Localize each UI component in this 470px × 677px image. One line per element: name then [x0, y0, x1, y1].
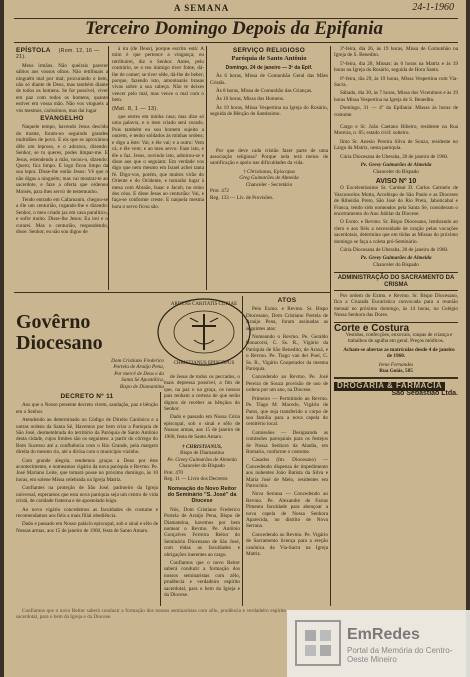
- episcopal-seal-icon: [154, 296, 254, 368]
- servico-text-3: Às 10 horas, Missa dos Homens.: [216, 96, 285, 103]
- governo-sub-3: Por mercê de Deus e da: [114, 370, 164, 377]
- aviso-sig: Pe. Greey Guimarães de Almeida: [360, 255, 432, 262]
- epistola-ref: (Rom. 12, 16 — 21).: [16, 48, 100, 61]
- col-divider: [160, 392, 161, 606]
- atos-text-3: Concedendo ao Revmo. Pe. José Pereira de Souza provisão de uso de ordens por um ano, na Diocese.: [246, 374, 328, 394]
- aviso-sig-sub: Chanceler do Bispado: [373, 261, 419, 268]
- decreto-text-1: Aos que o Nosso presente decreto virem, saudação, paz e bênção em o Senhor.: [16, 402, 158, 415]
- col-divider: [108, 46, 109, 290]
- servico-sig-2: Greg Guimarães de Almeida: [239, 175, 299, 182]
- right-text-8: Cúria Diocesana de Uberaba, 20 de janeiro de 1960.: [340, 153, 449, 160]
- section-rule: [14, 292, 330, 293]
- corte-text-1: Vestidos, confecções, enxovais, roupas de criança e trabalhos de agulha em geral. Preços módicos.: [345, 332, 453, 345]
- title-rule: [14, 42, 458, 43]
- servico-text-1: Às 6 horas, Missa de Comunhão Geral das Mães Cristãs.: [210, 73, 328, 86]
- governo-title: Govêrno Diocesano: [16, 311, 103, 354]
- right-text-2: 5ª-feira, dia 28, Missas: às 6 horas na Matriz e às 19 horas na Igreja do Rosário, seguida de Hora Santa.: [334, 60, 458, 74]
- decreto-heading: DECRETO Nº 11: [60, 393, 114, 400]
- right-text-1: 3ª-feira, dia 26, às 19 horas, Missa de Comunhão na Igreja de S. Benedito.: [334, 46, 458, 59]
- epistola-heading: EPÍSTOLA: [16, 47, 51, 54]
- evangelho-text-3: que entres em minha casa; mas dize só uma palavra, e o meu criado será curado. Pois também eu sou homem sujeito a outrem, e tenho soldados às minhas ordens; e digo a êste: Vai, e êle vai; e a outro: Vem cá, e êle vem; e ao meu servo: Faze isto, e êle o faz. Jesus, ouvindo isto, admirou-se e disse aos que o seguiam: Em verdade vos digo que nem mesmo em Israel achei tanta fé. Digo-vos, porém, que muitos virão do Oriente e do Ocidente, e tomarão lugar à mesa com Abraão, Isaac e Jacob, no reino dos céus. E disse Jesus ao centurião: Vai, e faça-se conforme creste. E naquela mesma hora o servo ficou são.: [112, 114, 204, 210]
- right-text-3: 6ª-feira, dia 29, às 19 horas, Missa Vespertina com Via-Sacra.: [334, 75, 458, 89]
- parish-name: Paróquia de Santo Antônio: [231, 55, 307, 63]
- evangelho-heading: EVANGELHO: [40, 115, 84, 123]
- aviso-text-1: O Excelentíssimo Sr. Cardeal D. Carlos Carmelo de Vasconcelos Motta, Arcebispo de São Paulo e as Dioceses de Ribeirão Preto, São José do Rio Preto, Jaboticabal e Franca, tendo sido nomeados pela Santa Sé, consideram o encerramento do Ano Jubilar da Diocese.: [334, 185, 458, 217]
- corte-heading: Corte e Costura: [334, 322, 410, 334]
- decreto-sig-2: Bispo de Diamantina: [180, 450, 224, 457]
- nomeacao-text-2: Confiamos que o novo Reitor saberá conduzir a formação dos nossos seminaristas com zêlo, prudência e verdadeiro espírito sacerdotal, para o bem da Igreja e da Diocese.: [164, 559, 240, 598]
- decreto-text-2: Atendendo ao determinado no Código de Direito Canônico e a outras ordens da Santa Sé, Havemos por bem criar a Paróquia de São José, desmembrada do território da Paróquia de Santo Antônio desta cidade, cujos limites são os seguintes: a partir do córrego do Bom Sucesso até a confluência com o Rio Grande, pela margem direita do mesmo rio, até a divisa com o município vizinho.: [16, 417, 158, 456]
- atos-text-7: Nova Serrana — Concedendo ao Revmo. Pe. Alexandre de Farias Pimenta faculdade para abençoar a nova capela de Nossa Senhora Aparecida, no distrito de Nova Serrana.: [246, 491, 328, 530]
- right-text-6: Cargo e Sr. João Caetano Ribeiro, residente na Rua Moreira, n. 85; estado civil: solteiro.: [334, 124, 458, 137]
- decreto-sig-3: Pe. Greey Guimarães de Almeida: [167, 456, 237, 463]
- atos-text-1: Pelo Exmo. e Revmo. Sr. Bispo Diocesano, Dom Cristiano Portela de Araújo Pena, foram assinadas as seguintes atas:: [246, 306, 328, 332]
- decreto-text-3: Com grande alegria, rendemos graças a Deus por êste acontecimento, e nomeamos vigário da nova paróquia o Revmo. Pe. José Mariano Leite, que tomará posse no próximo domingo, às 10 horas, em solene Missa celebrada na Igreja Matriz.: [16, 457, 158, 483]
- col-divider: [242, 296, 243, 606]
- nomeacao-text-1: Nós, Dom Cristiano Frederico Portela de Araújo Pena, Bispo de Diamantina, havemos por bem nomear o Revmo. Pe. Antônio Gonçalves Ferreira Reitor do Seminário Diocesano de São José, com tôdas as faculdades e obrigações inerentes ao cargo.: [164, 506, 240, 558]
- evangelho-text-2: Tendo entrado em Cafarnaum, chegou-se a êle um centurião, rogando-lhe e dizendo: Senhor, o meu criado jaz em casa paralítico, e sofre muito. Disse-lhe Jesus: Eu irei e o curarei. Mas o centurião, respondendo, disse: Senhor, eu não sou digno de: [16, 196, 108, 235]
- servico-text-5: Por que deve cada cristão fazer parte de uma associação religiosa? Porque nela terá meios de santificação e apoio nas dificuldades da vida.: [210, 147, 328, 167]
- governo-sub-5: Bispo de Diamantina: [119, 383, 164, 390]
- right-text-4: Sábado, dia 30, às 7 horas, Missa dos Vicentinos e às 19 horas Missa Vespertina na Igreja de S. Benedito.: [334, 90, 458, 103]
- servico-heading: SERVIÇO RELIGIOSO: [232, 47, 306, 54]
- crisma-heading: ADMINISTRAÇÃO DO SACRAMENTO DA CRISMA: [337, 275, 455, 288]
- decreto-col-1: [16, 392, 158, 606]
- svg-text:CHRISTIANUS EPISCOPUS: CHRISTIANUS EPISCOPUS: [173, 361, 235, 366]
- decreto-text-6: Dado e passado em Nosso palácio episcopal, sob o sinal e sêlo de Nossas armas, aos 15 de janeiro de 1960, festa de Santo Amaro.: [16, 521, 158, 534]
- publication-name: A SEMANA: [174, 3, 230, 13]
- epistola-text-1: Meus irmãos. Não queirais parecer sábios aos vossos olhos. Não retribuais a ninguém mal por mal; procurando o bem, não só diante de Deus, mas também diante de todos os homens. Se for possível, viver em paz com todos os homens, quanto estiver em vossa mão. Não vos vingueis a vós mesmos, caríssimos, mas dai lugar: [16, 62, 108, 114]
- evangelho-text-1: Naquele tempo, havendo Jesus descido do monte, foram-no seguindo grandes multidões de povo. E eis que se aproximou dêle um leproso, e o adorava, dizendo: Senhor, se tu queres, podes limpar-me. E Jesus, estendendo a mão, tocou-o, dizendo: Quero; fica limpo. E logo ficou limpo da sua lepra. Disse-lhe então Jesus: Vê que o não digas a ninguém; mas vai mostrar-te ao sacerdote, e faze a oferta que ordenou Moisés, para lhes servir de testemunho.: [16, 124, 108, 195]
- emredes-watermark: [287, 610, 470, 677]
- decreto-prot: Prot. 470: [164, 469, 184, 476]
- servico-prot: Prot. 472: [210, 188, 230, 195]
- svg-text:ARDENS CARITATIS CURIAE: ARDENS CARITATIS CURIAE: [170, 302, 238, 307]
- evangelho-ref: (Mat. 8, 1 — 13).: [112, 105, 159, 112]
- decreto-sig-1: † CHRISTIANUS,: [181, 444, 223, 451]
- aviso-text-2: O Exmo. e Revmo. Sr. Bispo Diocesano, lembrando ao clero e aos fiéis a necessidade de oração pelas vocações sacerdotais, determina que em tôdas as Missas do próximo domingo se faça a coleta pró-Seminário.: [334, 219, 458, 245]
- servico-date: Domingo, 24 de janeiro — 3º da Epif.: [225, 64, 313, 71]
- crisma-text: Por ordem do Exmo. e Revmo. Sr. Bispo Diocesano, fica a Cruzada Eucarística convocada para a reunião mensal no próximo domingo, às 14 horas, no Colégio Nossa Senhora das Dores.: [334, 293, 458, 319]
- corte-ad: [334, 322, 458, 375]
- servico-text-2: Às 8 horas, Missa de Comunhão das Crianças.: [216, 88, 313, 95]
- right-text-5: Domingo, 31 — 4º da Epifania: Missas às horas de costume.: [334, 105, 458, 118]
- aviso-heading: AVISO Nº 10: [375, 177, 417, 185]
- bottom-text-strip: [16, 608, 286, 674]
- epistola-col-2: [112, 46, 204, 290]
- decreto-sig-4: Chanceler do Bispado: [179, 463, 225, 470]
- watermark-subtitle: Portal da Memória do Centro-Oeste Mineiro: [347, 646, 453, 664]
- epistola-text-2: à ira (de Deus), porque escrito está: A mim é que pertence a vingança; eu retribuirei, diz o Senhor. Antes, pelo contrário, se o teu inimigo tiver fome, dá-lhe de comer; se tiver sêde, dá-lhe de beber; porque, fazendo isto, amontoarás brasas vivas sobre a sua cabeça. Não te deixes vencer pelo mal, mas vence o mal com o bem.: [112, 46, 204, 104]
- drogaria-sub: São Sebastião Ltda.: [391, 389, 458, 397]
- governo-sub-4: Santa Sé Apostólica,: [121, 377, 164, 384]
- decreto-reg: Reg. 11 — Livro dos Decretos: [164, 476, 228, 483]
- atos-text-2: Nomeando o Revmo. Pe. Geraldo Bonacorsi, C. Ss. R., Vigário da Paróquia de São Benedito, de Araxá, e o Revmo. Pe. Tiago van der Poel, C. Ss. R., Vigário Cooperador da mesma Paróquia.: [246, 334, 328, 373]
- crisma-box: [334, 272, 458, 291]
- governo-sub-2: Portela de Araújo Pena,: [113, 364, 164, 371]
- corte-text-2: Acham-se abertas as matrículas desde 4 de janeiro de 1960.: [343, 346, 455, 360]
- servico-religioso: [210, 46, 328, 290]
- bottom-text: Confiamos que o novo Reitor saberá conduzir a formação dos nossos seminaristas com zêlo, prudência e verdadeiro espírito sacerdotal, para o bem da Igreja e da Diocese.: [16, 608, 286, 621]
- decreto-mid-2: Dado e passado em Nossa Cúria episcopal, sob o sinal e sêlo de Nossas armas, aos 15 de janeiro de 1960, festa de Santo Amaro.: [164, 414, 240, 440]
- handwritten-date: 24-1-1960: [412, 2, 454, 13]
- atos-text-8: Concedendo ao Revmo. Pe. Vigário de Sacramento licença para a ereção canônica da Via-Sacra na Igreja Matriz.: [246, 531, 328, 558]
- decreto-text-4: Confiantes na proteção de São José, padroeiro da Igreja universal, esperamos que esta nova paróquia seja um centro de vida cristã, de caridade fraterna e de apostolado leigo.: [16, 485, 158, 505]
- drogaria-ad: [334, 377, 458, 397]
- decreto-mid-1: de Jesus de todos os peccados, o mais depressa possível, a fim de que, na paz e na graça, os nossos pais tenham a certeza de que serão dignos de receber as bênçãos do Senhor.: [164, 374, 240, 413]
- atos-text-4: Primeiro — Permitindo ao Revmo. Pe. Tiago M. Macedo, Vigário de Patos, que seja transferido o corpo de sua família para a nova capela do cemitério local.: [246, 395, 328, 428]
- servico-text-4: Às 19 horas, Missa Vespertina na Igreja do Rosário, seguida de Bênção do Santíssimo.: [210, 104, 328, 118]
- aviso-text-3: Cúria Diocesana de Uberaba, 20 de janeiro de 1960.: [340, 246, 449, 253]
- right-column: [334, 46, 458, 606]
- watermark-name: EmRedes: [347, 626, 420, 643]
- servico-sig-3: Chanceler - Secretário: [245, 181, 293, 188]
- page-title: Terceiro Domingo Depois da Epifania: [84, 18, 384, 39]
- col-divider: [330, 46, 331, 606]
- right-sig: Pe. Greey Guimarães de Almeida: [360, 162, 432, 169]
- epistola-col-1: [16, 46, 108, 290]
- decreto-col-2: [164, 374, 240, 606]
- drogaria-name: DROGARIA & FARMÁCIA: [334, 382, 445, 390]
- right-text-7: Ilmo Sr. Anesio Pereira Silva de Souza, residente no Largo da Matriz, nesta paróquia.: [334, 138, 458, 152]
- newspaper-page: [4, 0, 466, 677]
- decreto-text-5: Ao novo vigário concedemos as faculdades do costume e recomendamos aos fiéis a mais filial obediência.: [16, 506, 158, 519]
- right-sig-sub: Chanceler do Bispado: [373, 168, 419, 175]
- col-divider: [206, 46, 207, 290]
- nomeacao-heading: Nomeação do Novo Reitor do Seminário "S. José" da Diocese: [167, 485, 237, 505]
- servico-sig-1: † Christianus, Episcopus: [242, 168, 296, 175]
- servico-reg: Reg. 133 — Liv. de Provisões.: [210, 194, 274, 201]
- atos-text-5: Comissões — Designando as comissões paroquiais para os festejos de Nossa Senhora da Abadia, em Romaria, conforme o costume.: [246, 429, 328, 455]
- atos-heading: ATOS: [277, 297, 297, 304]
- atos-column: [246, 296, 328, 606]
- governo-subtitle: [74, 358, 164, 390]
- emredes-logo-icon: [295, 620, 341, 666]
- atos-text-6: Casados (Im. Diocesano) — Concedendo dispensa de impedimento aos nubentes João Batista da Silva e Maria José de Melo, residentes em Patrocínio.: [246, 457, 328, 489]
- page-header: [4, 0, 466, 18]
- governo-sub-1: Dom Cristiano Frederico: [111, 358, 164, 364]
- corte-sig: Irene Fernandes: [378, 361, 414, 368]
- corte-addr: Rua Goiás, 585: [379, 368, 413, 375]
